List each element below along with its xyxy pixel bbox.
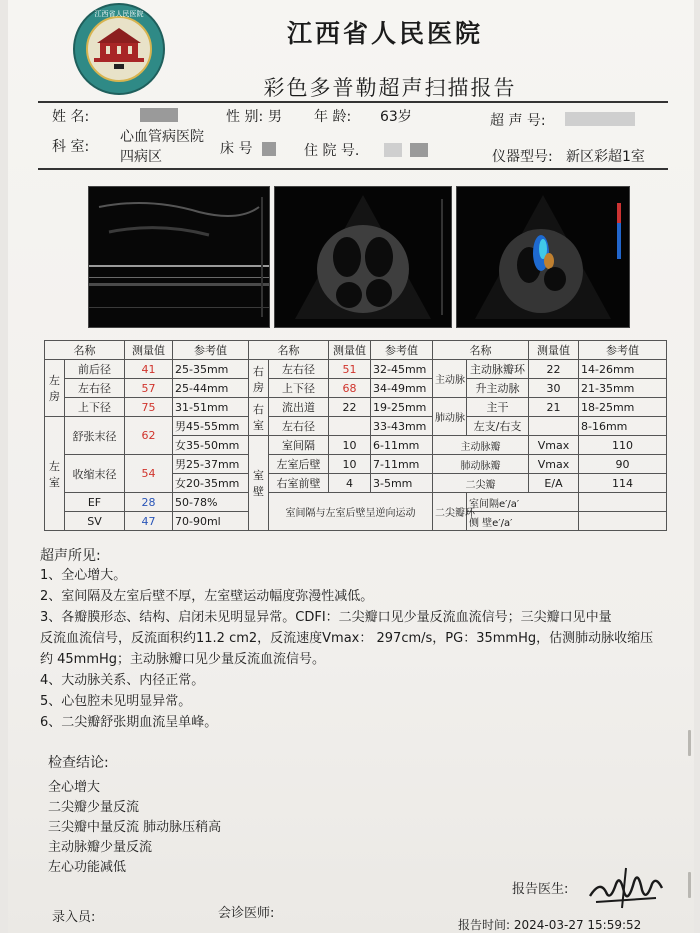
conclusion-item: 左心功能减低 bbox=[48, 860, 127, 875]
dept-line2: 四病区 bbox=[120, 149, 162, 165]
rvaw-value: 4 bbox=[329, 474, 371, 493]
left-header-value: 测量值 bbox=[125, 341, 173, 360]
rvaw-name: 右室前壁 bbox=[269, 474, 329, 493]
conclusion-item: 三尖瓣中量反流 肺动脉压稍高 bbox=[48, 820, 222, 835]
mitral-ring-septal-value bbox=[579, 493, 667, 512]
aorta-ring-value: 22 bbox=[529, 360, 579, 379]
left-header-name: 名称 bbox=[45, 341, 125, 360]
admission-redaction-1 bbox=[384, 143, 402, 157]
ra-si-value: 68 bbox=[329, 379, 371, 398]
report-time: 报告时间: 2024-03-27 15:59:52 bbox=[458, 918, 642, 932]
dept-line1: 心血管病医院 bbox=[120, 129, 204, 145]
finding-item: 2、室间隔及左室后壁不厚，左室壁运动幅度弥漫性减低。 bbox=[40, 589, 374, 604]
conclusion-item: 二尖瓣少量反流 bbox=[48, 800, 140, 815]
pulm-branch-name: 左支/右支 bbox=[467, 417, 529, 436]
lv-group: 左 室 bbox=[45, 417, 65, 531]
table-row bbox=[45, 379, 667, 398]
rv-lr-ref: 33-43mm bbox=[371, 417, 433, 436]
age-label: 年 龄: bbox=[314, 109, 352, 125]
finding-item: 3、各瓣膜形态、结构、启闭未见明显异常。CDFI：二尖瓣口见少量反流血流信号；三尖瓣口见中量 bbox=[40, 610, 612, 625]
la-si-value: 75 bbox=[125, 398, 173, 417]
asc-aorta-name: 升主动脉 bbox=[467, 379, 529, 398]
rv-outflow-name: 流出道 bbox=[269, 398, 329, 417]
rv-lr-value bbox=[329, 417, 371, 436]
svg-text:江西省人民医院: 江西省人民医院 bbox=[94, 10, 144, 18]
mitral-ring-septal: 室间隔e′/a′ bbox=[467, 493, 579, 512]
mid-header-ref: 参考值 bbox=[371, 341, 433, 360]
la-si-name: 上下径 bbox=[65, 398, 125, 417]
ivs-name: 室间隔 bbox=[269, 436, 329, 455]
ivs-value: 10 bbox=[329, 436, 371, 455]
finding-item: 4、大动脉关系、内径正常。 bbox=[40, 673, 205, 688]
gender-value: 男 bbox=[268, 109, 282, 125]
ivs-ref: 6-11mm bbox=[371, 436, 433, 455]
bed-label: 床 号 bbox=[220, 141, 253, 157]
sv-name: SV bbox=[65, 512, 125, 531]
ef-value: 28 bbox=[125, 493, 173, 512]
rvaw-ref: 3-5mm bbox=[371, 474, 433, 493]
mv-group: 二尖瓣 bbox=[433, 474, 529, 493]
av-vmax-value: 110 bbox=[579, 436, 667, 455]
sv-ref: 70-90ml bbox=[173, 512, 249, 531]
pulm-trunk-ref: 18-25mm bbox=[579, 398, 667, 417]
mitral-ring-lateral: 侧 壁e′/a′ bbox=[467, 512, 579, 531]
av-vmax-name: Vmax bbox=[529, 436, 579, 455]
finding-item: 1、全心增大。 bbox=[40, 568, 127, 583]
ultrasound-no-redaction bbox=[565, 112, 635, 126]
mv-ea-value: 114 bbox=[579, 474, 667, 493]
mid-header-name: 名称 bbox=[249, 341, 329, 360]
la-si-ref: 31-51mm bbox=[173, 398, 249, 417]
recorder-label: 录入员: bbox=[52, 910, 96, 925]
lv-edd-value: 62 bbox=[125, 417, 173, 455]
left-header-ref: 参考值 bbox=[173, 341, 249, 360]
table-row bbox=[45, 417, 667, 436]
ultrasound-image-4chamber bbox=[274, 186, 452, 328]
asc-aorta-value: 30 bbox=[529, 379, 579, 398]
ultrasound-image-mmode bbox=[88, 186, 270, 328]
rv-group: 右 室 bbox=[249, 398, 269, 436]
pulm-branch-value bbox=[529, 417, 579, 436]
sv-value: 47 bbox=[125, 512, 173, 531]
hospital-name: 江西省人民医院 bbox=[286, 19, 483, 48]
pv-vmax-value: 90 bbox=[579, 455, 667, 474]
la-lr-value: 57 bbox=[125, 379, 173, 398]
age-value: 63岁 bbox=[380, 109, 412, 125]
table-row bbox=[45, 455, 667, 474]
mv-ea-name: E/A bbox=[529, 474, 579, 493]
wall-motion-note: 室间隔与左室后壁呈逆向运动 bbox=[269, 493, 433, 531]
la-lr-ref: 25-44mm bbox=[173, 379, 249, 398]
pulm-branch-ref: 8-16mm bbox=[579, 417, 667, 436]
ra-lr-value: 51 bbox=[329, 360, 371, 379]
aorta-ring-name: 主动脉瓣环 bbox=[467, 360, 529, 379]
lv-edd-ref-m: 男45-55mm bbox=[173, 417, 249, 436]
admission-label: 住 院 号. bbox=[304, 143, 360, 159]
lvpw-name: 左室后壁 bbox=[269, 455, 329, 474]
conclusion-item: 主动脉瓣少量反流 bbox=[48, 840, 153, 855]
rv-outflow-ref: 19-25mm bbox=[371, 398, 433, 417]
pulm-group: 肺动脉 bbox=[433, 398, 467, 436]
reporter-label: 报告医生: bbox=[512, 882, 569, 897]
la-group: 左 房 bbox=[45, 360, 65, 417]
table-row bbox=[45, 360, 667, 379]
lvpw-value: 10 bbox=[329, 455, 371, 474]
name-label: 姓 名: bbox=[52, 109, 90, 125]
device-label: 仪器型号: bbox=[492, 149, 553, 165]
aorta-group: 主动脉 bbox=[433, 360, 467, 398]
table-header-row bbox=[45, 341, 667, 360]
av-group: 主动脉瓣 bbox=[433, 436, 529, 455]
gender-label: 性 别: bbox=[226, 109, 264, 125]
pulm-trunk-value: 21 bbox=[529, 398, 579, 417]
finding-item: 6、二尖瓣舒张期血流呈单峰。 bbox=[40, 715, 218, 730]
conclusion-title: 检查结论: bbox=[48, 755, 109, 771]
finding-item: 5、心包腔未见明显异常。 bbox=[40, 694, 192, 709]
bed-redaction bbox=[262, 142, 276, 156]
title-divider bbox=[38, 101, 668, 103]
findings-title: 超声所见: bbox=[40, 548, 101, 564]
ra-si-name: 上下径 bbox=[269, 379, 329, 398]
ef-ref: 50-78% bbox=[173, 493, 249, 512]
lv-esd-ref-f: 女20-35mm bbox=[173, 474, 249, 493]
pv-group: 肺动脉瓣 bbox=[433, 455, 529, 474]
info-divider bbox=[38, 168, 668, 170]
device-value: 新区彩超1室 bbox=[566, 149, 645, 165]
consult-label: 会诊医师: bbox=[218, 906, 275, 921]
lv-edd-ref-f: 女35-50mm bbox=[173, 436, 249, 455]
report-title: 彩色多普勒超声扫描报告 bbox=[263, 76, 517, 100]
pulm-trunk-name: 主干 bbox=[467, 398, 529, 417]
doctor-signature bbox=[586, 862, 666, 912]
right-header-name: 名称 bbox=[433, 341, 529, 360]
la-ap-name: 前后径 bbox=[65, 360, 125, 379]
rv-lr-name: 左右径 bbox=[269, 417, 329, 436]
right-header-ref: 参考值 bbox=[579, 341, 667, 360]
table-row bbox=[45, 493, 667, 512]
lv-esd-ref-m: 男25-37mm bbox=[173, 455, 249, 474]
staple-mark bbox=[688, 872, 691, 898]
ra-lr-name: 左右径 bbox=[269, 360, 329, 379]
la-lr-name: 左右径 bbox=[65, 379, 125, 398]
staple-mark bbox=[688, 730, 691, 756]
lv-edd-name: 舒张末径 bbox=[65, 417, 125, 455]
mitral-ring-group: 二尖瓣环 bbox=[433, 493, 467, 531]
ra-group: 右 房 bbox=[249, 360, 269, 398]
rv-outflow-value: 22 bbox=[329, 398, 371, 417]
pv-vmax-name: Vmax bbox=[529, 455, 579, 474]
aorta-ring-ref: 14-26mm bbox=[579, 360, 667, 379]
la-ap-value: 41 bbox=[125, 360, 173, 379]
admission-redaction-2 bbox=[410, 143, 428, 157]
finding-item: 反流血流信号，反流面积约11.2 cm2，反流速度Vmax： 297cm/s，PG：35mmHg，估测肺动脉收缩压 bbox=[40, 631, 654, 646]
table-row bbox=[45, 398, 667, 417]
right-header-value: 测量值 bbox=[529, 341, 579, 360]
finding-item: 约 45mmHg；主动脉瓣口见少量反流血流信号。 bbox=[40, 652, 326, 667]
name-redaction bbox=[140, 108, 178, 122]
ultrasound-image-doppler bbox=[456, 186, 630, 328]
dept-label: 科 室: bbox=[52, 139, 90, 155]
lv-esd-name: 收缩末径 bbox=[65, 455, 125, 493]
lvpw-ref: 7-11mm bbox=[371, 455, 433, 474]
la-ap-ref: 25-35mm bbox=[173, 360, 249, 379]
lv-esd-value: 54 bbox=[125, 455, 173, 493]
ra-lr-ref: 32-45mm bbox=[371, 360, 433, 379]
asc-aorta-ref: 21-35mm bbox=[579, 379, 667, 398]
mitral-ring-lateral-value bbox=[579, 512, 667, 531]
mid-header-value: 测量值 bbox=[329, 341, 371, 360]
wall-group: 室 壁 bbox=[249, 436, 269, 531]
ultrasound-no-label: 超 声 号: bbox=[490, 113, 546, 129]
measurement-table bbox=[44, 340, 667, 531]
ra-si-ref: 34-49mm bbox=[371, 379, 433, 398]
conclusion-item: 全心增大 bbox=[48, 780, 101, 795]
ef-name: EF bbox=[65, 493, 125, 512]
